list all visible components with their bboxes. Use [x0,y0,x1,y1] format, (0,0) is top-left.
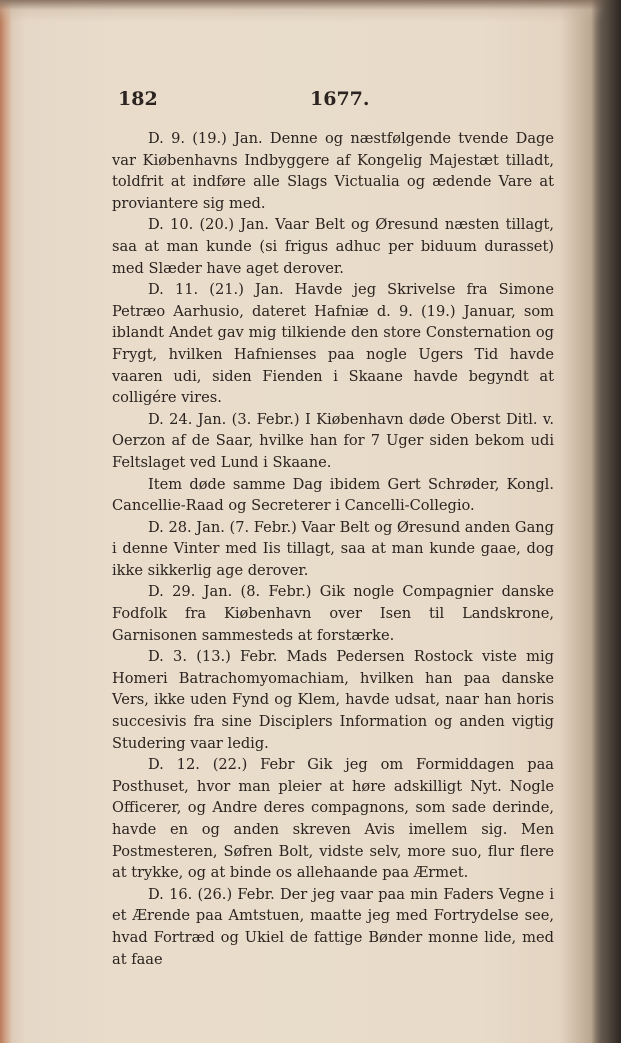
page-left-edge [0,0,12,1043]
paragraph-jan-29: D. 29. Jan. (8. Febr.) Gik nogle Compagnier danske Fodfolk fra Kiøbenhavn over Isen til Landskrone, Garnisonen sammesteds at forstærke. [112,583,554,644]
running-head-year: 1677. [310,88,370,110]
paragraph-jan-28: D. 28. Jan. (7. Febr.) Vaar Belt og Øresund anden Gang i denne Vinter med Iis tillagt, saa at man kunde gaae, dog ikke sikkerlig age derover. [112,518,555,579]
paragraph-feb-16: D. 16. (26.) Febr. Der jeg vaar paa min Faders Vegne i et Ærende paa Amtstuen, maatte jeg med Fortrydelse see, hvad Fortræd og Ukiel de fattige Bønder monne lide, med at faae [112,885,554,968]
page-number: 182 [118,88,158,110]
paragraph-item-schroder: Item døde samme Dag ibidem Gert Schrøder, Kongl. Cancellie-Raad og Secreterer i Cancelli-Collegio. [112,475,554,515]
book-binding-shadow [591,0,621,1043]
paragraph-feb-3: D. 3. (13.) Febr. Mads Pedersen Rostock viste mig Homeri Batrachomyomachiam, hvilken han paa danske Vers, ikke uden Fynd og Klem, havde udsat, naar han horis succesivis fra sine Disciplers Information og anden vigtig Studering vaar ledig. [112,648,554,752]
paragraph-jan-24: D. 24. Jan. (3. Febr.) I Kiøbenhavn døde Oberst Ditl. v. Oerzon af de Saar, hvilke han for 7 Uger siden bekom udi Feltslaget ved Lund i Skaane. [112,410,554,471]
paragraph-jan-11: D. 11. (21.) Jan. Havde jeg Skrivelse fra Simone Petræo Aarhusio, dateret Hafniæ d. 9. (19.) Januar, som iblandt Andet gav mig tilkiende den store Consternation og Frygt, hvilken Hafnienses paa nogle Ugers Tid havde vaaren udi, siden Fienden i Skaane havde begyndt at colligére vires. [112,281,554,407]
page-top-shadow [0,0,621,22]
page-header [110,88,560,112]
body-text [112,128,554,970]
paragraph-feb-12: D. 12. (22.) Febr Gik jeg om Formiddagen paa Posthuset, hvor man pleier at høre adskilligt Nyt. Nogle Officerer, og Andre deres compagnons, som sade derinde, havde en og anden skreven Avis imellem sig. Men Postmesteren, Søfren Bolt, vidste selv, more suo, flur flere at trykke, og at binde os allehaande paa Ærmet. [112,756,554,882]
paragraph-jan-10: D. 10. (20.) Jan. Vaar Belt og Øresund næsten tillagt, saa at man kunde (si frigus adhuc per biduum durasset) med Slæder have aget derover. [112,216,554,277]
paragraph-jan-9: D. 9. (19.) Jan. Denne og næstfølgende tvende Dage var Kiøbenhavns Indbyggere af Kongelig Majestæt tilladt, toldfrit at indføre alle Slags Victualia og ædende Vare at proviantere sig med. [112,130,554,212]
